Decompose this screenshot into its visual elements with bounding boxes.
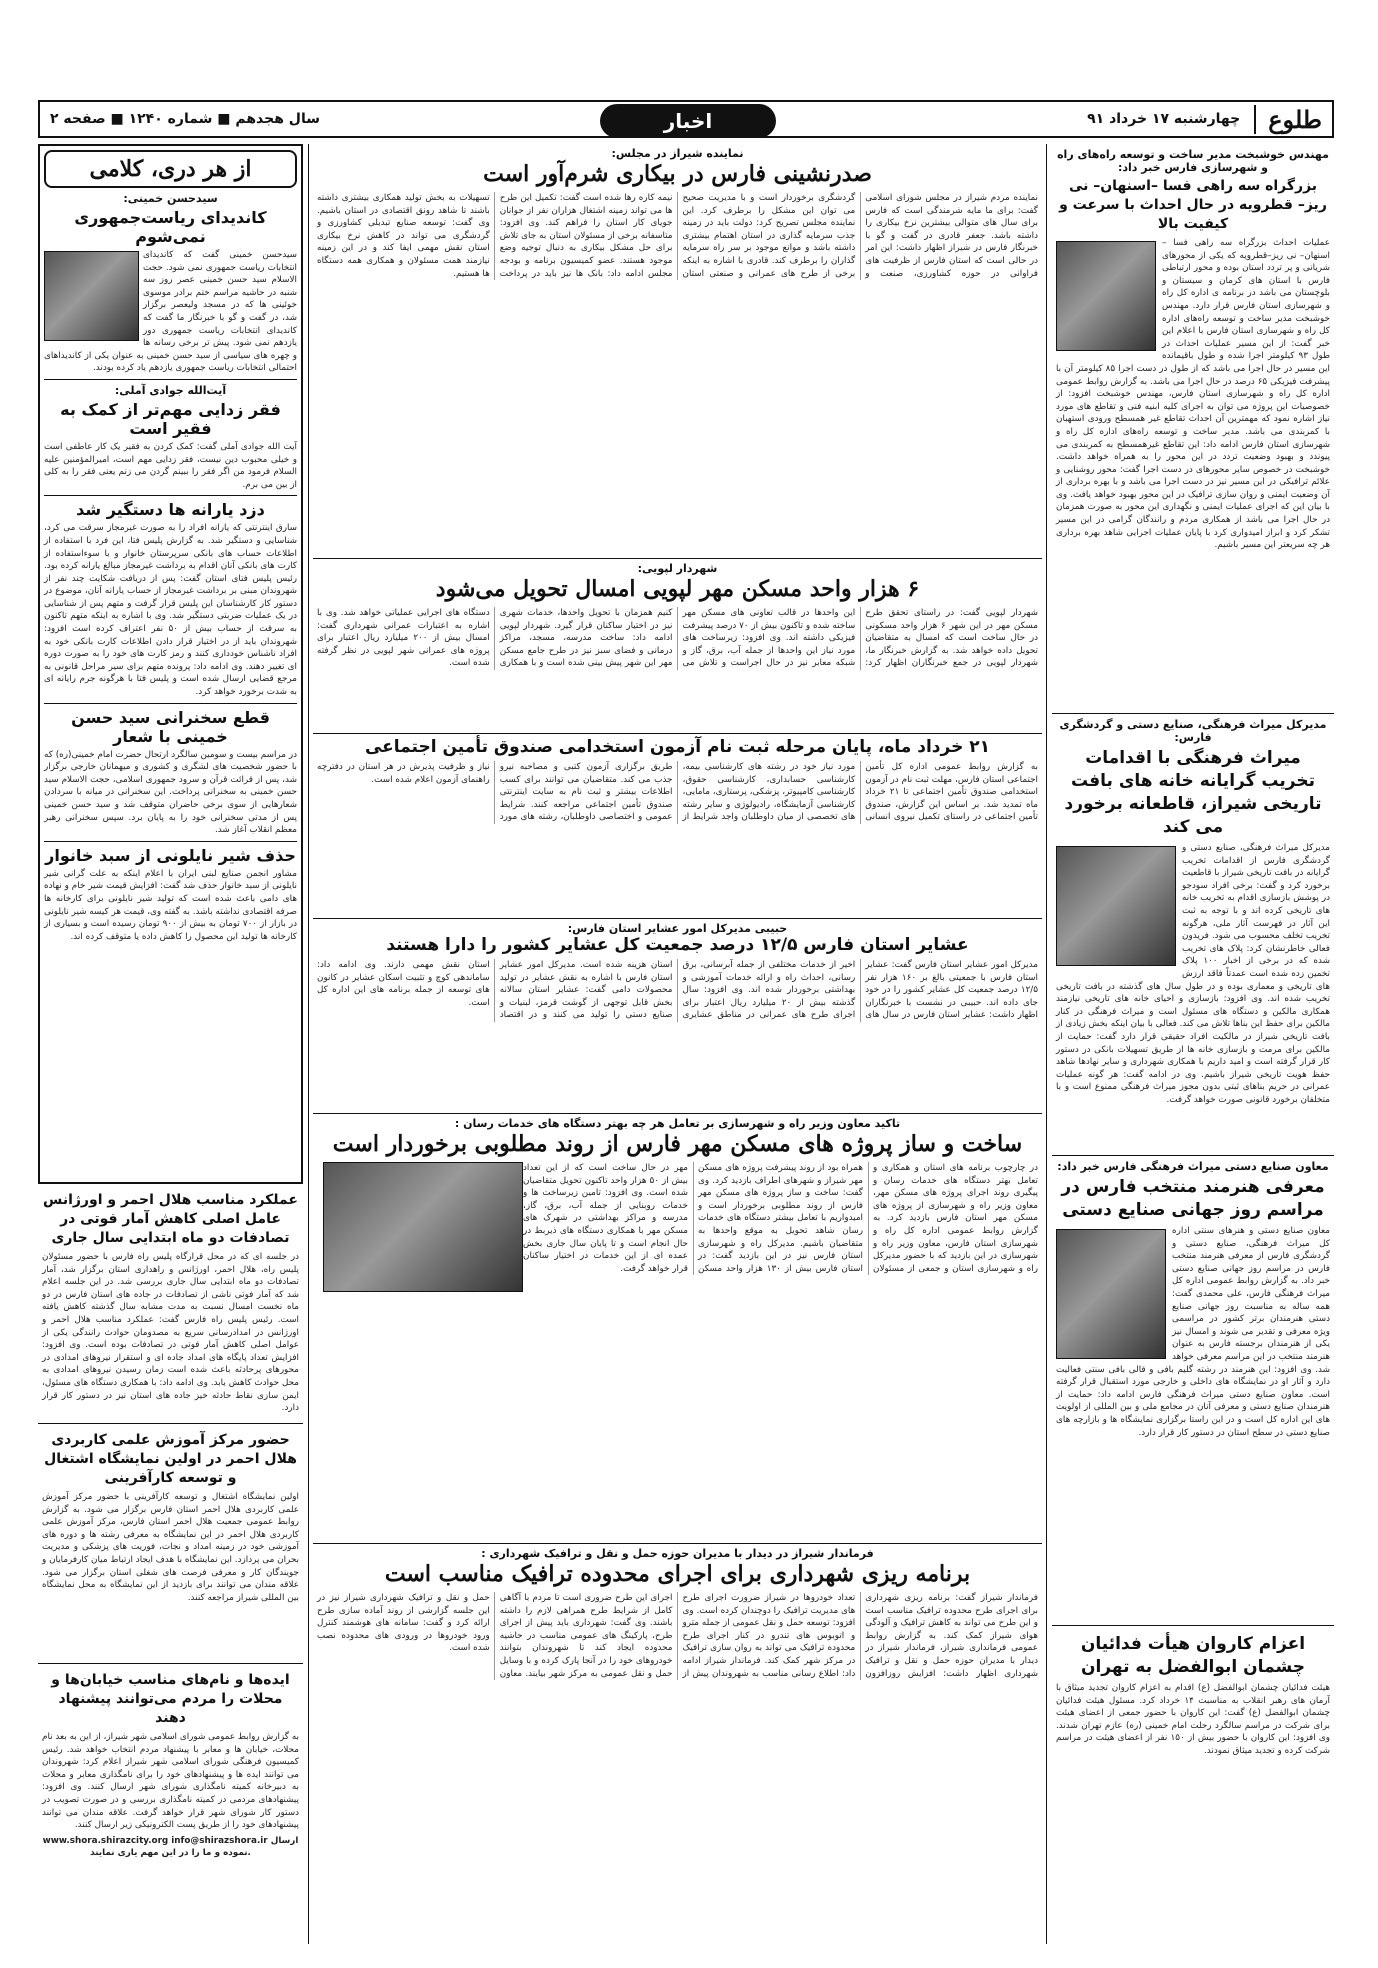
article-traffic	[313, 1544, 1042, 1934]
article-kicker: فرماندار شیراز در دیدار با مدیران حوزه حمل و نقل و ترافیک شهرداری :	[481, 1547, 874, 1560]
article-body: عملیات احداث بزرگراه سه راهی فسا –اسنهان– نی ریز–قطرویه که یکی از محورهای شریانی و پر تردد استان بوده و محور ارتباطی فارس با استان های کرمان و سیستان و بلوچستان می باشد در برنامه ی اداره کل راه و شهرسازی استان فارس قرار دارد. مهندس خوشبخت مدیر ساخت و توسعه راه‌های اداره کل راه و شهرسازی استان فارس با اعلام این خبر گفت: از این مسیر عملیات احداث در طول ۹۳ کیلومتر اجرا شده و طول باقیمانده این مسیر در حال اجرا می باشد که از طول در دست اجرا ۸۵ کیلومتر آن با پیشرفت فیزیکی ۶۵ درصد در حال اجرا می باشد. به گزارش روابط عمومی اداره کل راه و شهرسازی استان فارس، مهندس خوشبخت افزود: از خصوصیات این پروژه می توان به اجرای کلیه ابنیه فنی و تقاطع های مورد نیاز اشاره نمود که مهمترین آن احداث تقاطع غیر همسطح ورودی استهبان با کمربندی می باشد. مدیر ساخت و توسعه راه‌های اداره کل راه و شهرسازی استان فارس ادامه داد: این تقاطع غیرهمسطح به کمربندی می پیوندد و بهبود وضعیت تردد در این محور را به همراه خواهد داشت. خوشبخت در خصوص سایر محورهای در دست اجرا گفت: محور روشنایی و علائم ترافیکی در این مسیر نیز در دست اجرا می باشد و با بهره برداری از آن وضعیت ایمنی و روان سازی ترافیک در این محور بهبود خواهد یافت. وی با بیان این که اجرای عملیات ایمنی و نگهداری این محور به صورت همزمان در حال اجرا می باشد از همکاری مردم و رانندگان گرامی در این مسیر تشکر کرد و ابراز امیدواری کرد با پایان عملیات اجرایی شاهد بهره برداری هر چه سریعتر این مسیر باشیم.	[1056, 238, 1331, 551]
portrait-photo	[1056, 1229, 1166, 1359]
portrait-photo	[44, 251, 139, 341]
page-header	[38, 100, 1334, 138]
article-kicker: حبیبی مدیرکل امور عشایر استان فارس:	[567, 922, 788, 935]
article-kicker: آیت‌الله جوادی آملی:	[114, 383, 227, 397]
article-body: مدیرکل میراث فرهنگی، صنایع دستی و گردشگری فارس از اقدامات تخریب گرایانه در بافت تاریخی شیراز با قاطعیت برخورد کرد و گفت: برخی افراد سودجو در پوشش بازسازی اقدام به تخریب خانه های تاریخی کرده اند و با توجه به ثبت این آثار در فهرست آثار ملی، هرگونه تخریب تخلف محسوب می شود. فریدون فعالی خاطرنشان کرد: پلاک های تخریب شده که در برخی از اخبار ۱۰۰ پلاک تخمین زده شده است عمدتاً فاقد ارزش های تاریخی و معماری بوده و در طول سال های گذشته در بافت تاریخی تخریب شده اند. وی افزود: بازسازی و احیای خانه های تاریخی نیازمند همکاری مالکین و دستگاه های مسئول است و میراث فرهنگی در کنار مالکین برای حفظ این بناها تلاش می کند. فعالی با بیان اینکه بخش زیادی از بافت تاریخی شیراز در مالکیت افراد حقیقی قرار دارد گفت: حمایت از مالکین برای مرمت و بازسازی خانه ها از طریق تسهیلات بانکی در دستور کار قرار گرفته است و امید داریم با همکاری شهرداری و سایر نهادها شاهد حفظ هویت تاریخی شیراز باشیم. وی در ادامه گفت: هر گونه عملیات عمرانی در حریم بناهای ثبتی بدون مجوز میراث فرهنگی ممنوع است و با متخلفان برخورد قانونی صورت خواهد گرفت.	[1056, 843, 1330, 1105]
article-body: به گزارش روابط عمومی اداره کل تأمین اجتماعی استان فارس، مهلت ثبت نام در آزمون استخدامی صندوق تأمین اجتماعی تا ۲۱ خرداد ماه تمدید شد. بر اساس این گزارش، صندوق تأمین اجتماعی در راستای تکمیل نیروی انسانی مورد نیاز خود در رشته های کارشناسی بیمه، کارشناسی حسابداری، کارشناسی حقوق، کارشناسی کامپیوتر، پزشکی، پرستاری، مامایی، کارشناسی آزمایشگاه، رادیولوژی و سایر رشته های تخصصی از میان داوطلبان واجد شرایط از طریق برگزاری آزمون کتبی و مصاحبه نیرو جذب می کند. متقاضیان می توانند برای کسب اطلاعات بیشتر و ثبت نام به سایت اینترنتی صندوق تأمین اجتماعی مراجعه کنند. شرایط عمومی و اختصاصی داوطلبان، رشته های مورد نیاز و ظرفیت پذیرش در هر استان در دفترچه راهنمای آزمون اعلام شده است.	[317, 762, 1038, 823]
article-body: در چارچوب برنامه های استان و همکاری و تعامل بهتر دستگاه های خدمات رسان و پیگیری روند اجرای پروژه های مسکن مهر، معاون وزیر راه و شهرسازی از پروژه های مسکن مهر استان فارس بازدید کرد. به گزارش روابط عمومی اداره کل راه و شهرسازی استان فارس، معاون وزیر راه و شهرسازی در این بازدید که با حضور مدیرکل راه و شهرسازی استان و جمعی از مسئولان همراه بود از روند پیشرفت پروژه های مسکن مهر شیراز و شهرهای اطراف بازدید کرد. وی گفت: ساخت و ساز پروژه های مسکن مهر فارس از روند مطلوبی برخوردار است و امیدواریم با تعامل بیشتر دستگاه های خدمات رسان شاهد تحویل به موقع واحدها به متقاضیان باشیم. مدیرکل راه و شهرسازی استان فارس نیز در این بازدید گفت: در استان فارس بیش از ۱۳۰ هزار واحد مسکن مهر در حال ساخت است که از این تعداد بیش از ۵۰ هزار واحد تاکنون تحویل متقاضیان شده است. وی افزود: تامین زیرساخت ها و خدمات روبنایی از جمله آب، برق، گاز، مدرسه و مراکز بهداشتی در شهرک های مسکن مهر با همکاری دستگاه های ذیربط در حال انجام است و تا پایان سال جاری بخش عمده ای از این خدمات در اختیار ساکنان قرار خواهد گرفت.	[523, 1163, 1038, 1274]
news-roundup-box	[38, 144, 303, 1184]
issue-date: چهارشنبه ۱۷ خرداد ۹۱	[1087, 111, 1241, 127]
portrait-photo	[1056, 846, 1176, 966]
article-social-security	[313, 734, 1042, 919]
article-body: سارق اینترنتی که یارانه افراد را به صورت غیرمجاز سرقت می کرد، شناسایی و دستگیر شد. به گزارش پلیس فتا، این فرد با استفاده از اطلاعات حساب های بانکی سرپرستان خانوار و با سوءاستفاده از کارت های بانکی آنان اقدام به برداشت غیرمجاز مبالغ یارانه کرده بود. رئیس پلیس فتای استان گفت: پس از دریافت شکایت چند نفر از شهروندان مبنی بر برداشت غیرمجاز از حساب یارانه آنان، موضوع در دستور کار کارشناسان این پلیس قرار گرفت و متهم پس از شناسایی در یک عملیات ضربتی دستگیر شد. وی با اشاره به اینکه متهم تاکنون به سرقت از حساب بیش از ۵۰ نفر اعتراف کرده است افزود: شهروندان باید از در اختیار قرار دادن اطلاعات کارت بانکی خود به افراد ناشناس خودداری کنند و رمز کارت های خود را به صورت دوره ای تغییر دهند. وی ادامه داد: پرونده متهم برای سیر مراحل قانونی به مرجع قضایی ارسال شده است و پلیس فتا با هرگونه جرم رایانه ای به شدت برخورد خواهد کرد.	[44, 523, 297, 698]
article-body: در جلسه ای که در محل قرارگاه پلیس راه فارس با حضور مسئولان پلیس راه، هلال احمر، اورژانس و راهداری استان برگزار شد، آمار تصادفات دو ماه ابتدایی سال جاری بررسی شد. در این جلسه اعلام شد که آمار فوتی ناشی از تصادفات در جاده های استان فارس در دو ماه نخست امسال نسبت به مدت مشابه سال گذشته کاهش یافته است. رئیس پلیس راه فارس گفت: عملکرد مناسب هلال احمر و اورژانس در امدادرسانی سریع به مصدومان حوادث رانندگی یکی از عوامل اصلی کاهش آمار فوتی در تصادفات بوده است. وی افزود: افزایش تعداد پایگاه های امداد جاده ای و استقرار نیروهای امدادی در محورهای پرحادثه باعث شده است زمان رسیدن نیروهای امدادی به محل حوادث کاهش یابد. وی ادامه داد: با همکاری دستگاه های مسئول، ایمن سازی نقاط حادثه خیز جاده های استان نیز در دستور کار قرار دارد.	[42, 1252, 299, 1414]
article-kicker: مدیرکل میراث فرهنگی، صنایع دستی و گردشگری فارس:	[1059, 718, 1327, 744]
article-body: معاون صنایع دستی و هنرهای سنتی اداره کل میراث فرهنگی، صنایع دستی و گردشگری فارس از معرفی هنرمند منتخب فارس در مراسم روز جهانی صنایع دستی خبر داد. به گزارش روابط عمومی اداره کل میراث فرهنگی فارس، علی محمدی گفت: همه ساله به مناسبت روز جهانی صنایع دستی هنرمندان برتر کشور در مراسمی ویژه معرفی و تقدیر می شوند و امسال نیز یکی از هنرمندان برجسته فارس به عنوان هنرمند منتخب در این مراسم معرفی خواهد شد. وی افزود: این هنرمند در رشته گلیم بافی و قالی بافی سنتی فعالیت دارد و آثار او در نمایشگاه های داخلی و خارجی مورد استقبال قرار گرفته است. معاون صنایع دستی میراث فرهنگی فارس ادامه داد: حمایت از هنرمندان صنایع دستی و معرفی آنان در مجامع ملی و بین المللی از اولویت های این اداره کل است و در این راستا برگزاری نمایشگاه ها و بازارچه های صنایع دستی در سطح استان در دستور کار قرار دارد.	[1056, 1226, 1330, 1438]
article-title: صدرنشینی فارس در بیکاری شرم‌آور است	[483, 161, 872, 187]
article-body: آیت الله جوادی آملی گفت: کمک کردن به فقیر یک کار عاطفی است و خیلی محبوب دین نیست، فقر زدایی مهم است، امیرالمؤمنین علیه السلام فرمود من اگر فقر را ببینم گردن می زنم یعنی فقر را به کلی از بین می برم.	[44, 441, 297, 490]
article-kicker: شهردار لپویی:	[637, 562, 718, 575]
column-divider	[1046, 144, 1047, 1944]
article-title: حضور مرکز آموزش علمی کاربردی هلال احمر در اولین نمایشگاه اشتغال و توسعه کارآفرینی	[44, 1432, 297, 1486]
article-title: برنامه ریزی شهرداری برای اجرای محدوده ترافیک مناسب است	[384, 1561, 971, 1587]
center-column	[313, 144, 1042, 1934]
article-title: بزرگراه سه راهی فسا –اسنهان– نی ریز– قطرویه در حال احداث با سرعت و کیفیت بالا	[1059, 178, 1327, 232]
article-street-names	[38, 1664, 303, 1934]
article-title: عملکرد مناسب هلال احمر و اورژانس عامل اصلی کاهش آمار فوتی در تصادفات دو ماه ابتدایی سال جاری	[43, 1192, 298, 1246]
section-title: اخبار	[600, 104, 776, 138]
article-body: فرماندار شیراز گفت: برنامه ریزی شهرداری برای اجرای طرح محدوده ترافیک مناسب است و این طرح می تواند به کاهش ترافیک و آلودگی هوای شیراز کمک کند. به گزارش روابط عمومی فرمانداری شیراز، فرماندار شیراز در دیدار با مدیران حوزه حمل و نقل و ترافیک شهرداری اظهار داشت: افزایش روزافزون تعداد خودروها در شیراز ضرورت اجرای طرح های مدیریت ترافیک را دوچندان کرده است. وی افزود: توسعه حمل و نقل عمومی از جمله مترو و اتوبوس های تندرو در کنار اجرای طرح محدوده ترافیک می تواند به روان سازی ترافیک در مرکز شهر کمک کند. فرماندار شیراز ادامه داد: اطلاع رسانی مناسب به شهروندان پیش از اجرای این طرح ضروری است تا مردم با آگاهی کامل از شرایط طرح همراهی لازم را داشته باشند. وی گفت: شهرداری باید پیش از اجرای طرح، پارکینگ های عمومی مناسب در حاشیه محدوده ایجاد کند تا شهروندان بتوانند خودروهای خود را در آنجا پارک کرده و با وسایل حمل و نقل عمومی به مرکز شهر بیایند. معاون حمل و نقل و ترافیک شهرداری شیراز نیز در این جلسه گزارشی از روند آماده سازی طرح ارائه کرد و گفت: سامانه های هوشمند کنترل ورود خودروها در ورودی های محدوده نصب شده است.	[317, 1593, 1038, 1679]
article-title: ۶ هزار واحد مسکن مهر لپویی امسال تحویل می‌شود	[435, 576, 920, 602]
article-training-center	[38, 1424, 303, 1664]
portrait-photo	[1056, 241, 1156, 351]
issue-info: سال هجدهم ■ شماره ۱۲۴۰ ■ صفحه ۲	[50, 111, 320, 127]
article-kicker: معاون صنایع دستی میراث فرهنگی فارس خبر داد:	[1057, 1160, 1329, 1173]
left-column	[38, 144, 303, 1934]
article-red-crescent	[38, 1184, 303, 1424]
article-title: ۲۱ خرداد ماه، پایان مرحله ثبت نام آزمون استخدامی صندوق تأمین اجتماعی	[364, 737, 991, 757]
article-kicker: تاکید معاون وزیر راه و شهرسازی بر تعامل هر چه بهتر دستگاه های خدمات رسان :	[454, 1117, 901, 1130]
article-title: ایده‌ها و نام‌های مناسب خیابان‌ها و محلات را مردم می‌توانند پیشنهاد دهند	[51, 1672, 290, 1726]
article-title: دزد یارانه ها دستگیر شد	[76, 500, 265, 520]
column-divider	[308, 144, 309, 1944]
article-handicraft	[1052, 1156, 1334, 1626]
article-body: سیدحسن خمینی گفت که کاندیدای انتخابات ریاست جمهوری نمی شود. حجت الاسلام سید حسن خمینی عصر روز سه شنبه در حاشیه مراسم ختم برادر موسوی خوئینی ها که در مسجد ولیعصر برگزار شد، در گفت و گو با خبرنگار ما گفت که کاندیدای انتخابات ریاست جمهوری دور یازدهم نمی شود. پیش تر برخی رسانه ها و چهره های سیاسی از سید حسن خمینی به عنوان یکی از کاندیداهای احتمالی انتخابات ریاست جمهوری یازدهم یاد کرده بودند.	[44, 250, 297, 374]
article-housing-lapui	[313, 559, 1042, 734]
article-housing-fars	[313, 1114, 1042, 1544]
article-title: ساخت و ساز پروژه های مسکن مهر فارس از روند مطلوبی برخوردار است	[332, 1131, 1023, 1157]
article-body: مشاور انجمن صنایع لبنی ایران با اعلام اینکه به علت گرانی شیر نایلونی از سبد خانوار حذف شد گفت: افزایش قیمت شیر خام و نهاده های دامی باعث شده است که تولید شیر نایلونی برای کارخانه ها صرفه اقتصادی نداشته باشد. به گفته وی، قیمت هر کیسه شیر نایلونی در بازار از ۷۰۰ تومان به بیش از ۹۰۰ تومان رسیده است و بسیاری از کارخانه ها تولید این محصول را کاهش داده یا متوقف کرده اند.	[44, 868, 297, 942]
article-kicker: نماینده شیراز در مجلس:	[611, 147, 744, 160]
article-caravan	[1052, 1626, 1334, 1926]
article-highway	[1052, 144, 1334, 714]
article-title: کاندیدای ریاست‌جمهوری نمی‌شوم	[74, 208, 267, 246]
article-kicker: سیدحسن خمینی:	[123, 192, 218, 205]
article-heritage	[1052, 714, 1334, 1156]
newspaper-page	[38, 100, 1334, 1945]
masthead-logo: طلوع	[1254, 105, 1322, 134]
article-title: قطع سخنرانی سید حسن خمینی با شعار	[71, 707, 270, 746]
article-body: به گزارش روابط عمومی شورای اسلامی شهر شیراز، از این به بعد نام محلات، خیابان ها و معابر با پیشنهاد مردم انتخاب خواهد شد. رئیس کمیسیون فرهنگی شورای اسلامی شهر شیراز اعلام کرد: شهروندان می توانند ایده ها و پیشنهادهای خود را برای نامگذاری معابر و محلات به دبیرخانه کمیته نامگذاری شورای شهر ارسال کنند. وی افزود: پیشنهادهای مردمی در کمیته نامگذاری بررسی و در صورت تصویب در دستور کار شورای شهر قرار خواهد گرفت. علاقه مندان می توانند پیشنهادهای خود را از طریق پست الکترونیکی زیر ارسال کنند.	[42, 1732, 299, 1831]
article-title: عشایر استان فارس ۱۲/۵ درصد جمعیت کل عشایر کشور را دارا هستند	[386, 935, 969, 955]
article-title: میراث فرهنگی با اقدامات تخریب گرایانه خانه های بافت تاریخی شیراز، قاطعانه برخورد می کند	[1064, 748, 1322, 837]
article-unemployment	[313, 144, 1042, 559]
right-column	[1052, 144, 1334, 1926]
article-title: فقر زدایی مهم‌تر از کمک به فقیر است	[60, 399, 281, 438]
article-nomads	[313, 919, 1042, 1114]
meeting-photo	[323, 1162, 523, 1292]
article-kicker: مهندس خوشبخت مدیر ساخت و توسعه راه‌های راه و شهرسازی فارس خبر داد:	[1057, 148, 1329, 174]
article-title: حذف شیر نایلونی از سبد خانوار	[45, 845, 296, 865]
article-body: اولین نمایشگاه اشتغال و توسعه کارآفرینی با حضور مرکز آموزش علمی کاربردی هلال احمر استان فارس برگزار می شود. به گزارش روابط عمومی جمعیت هلال احمر استان فارس، مرکز آموزش علمی کاربردی هلال احمر در این نمایشگاه به معرفی رشته ها و دوره های آموزشی خود در زمینه امداد و نجات، فوریت های پزشکی و مدیریت بحران می پردازد. این نمایشگاه با هدف ایجاد ارتباط میان کارفرمایان و جویندگان کار و معرفی فرصت های شغلی استان برگزار می شود. علاقه مندان می توانند برای بازدید از این نمایشگاه به محل نمایشگاه بین المللی شیراز مراجعه کنند.	[42, 1492, 299, 1603]
article-body: هیئت فدائیان چشمان ابوالفضل (ع) اقدام به اعزام کاروان تجدید میثاق با آرمان های رهبر انقلاب به مناسبت ۱۴ خرداد کرد. مسئول هیئت فدائیان چشمان ابوالفضل (ع) گفت: این کاروان با حضور جمعی از اعضای هیئت برای شرکت در مراسم سالگرد رحلت امام خمینی (ره) عازم تهران شدند. وی افزود: این کاروان با حضور بیش از ۱۵۰ نفر از اعضای هیئت در مراسم شرکت کرده و تجدید میثاق نمودند.	[1056, 1683, 1331, 1756]
article-body: مدیرکل امور عشایر استان فارس گفت: عشایر استان فارس با جمعیتی بالغ بر ۱۶۰ هزار نفر ۱۲/۵ درصد جمعیت کل عشایر کشور را در خود جای داده اند. حبیبی در نشست با خبرنگاران اظهار داشت: عشایر استان فارس در سال های اخیر از خدمات مختلفی از جمله آبرسانی، برق رسانی، احداث راه و ارائه خدمات آموزشی و بهداشتی برخوردار شده اند. وی افزود: سال گذشته بیش از ۲۰ میلیارد ریال اعتبار برای اجرای طرح های عمرانی در مناطق عشایری استان هزینه شده است. مدیرکل امور عشایر استان فارس با اشاره به نقش عشایر در تولید محصولات دامی گفت: عشایر استان سالانه بخش قابل توجهی از گوشت قرمز، لبنیات و صنایع دستی را تولید می کنند و در اقتصاد استان نقش مهمی دارند. وی ادامه داد: ساماندهی کوچ و تثبیت اسکان عشایر در کانون های توسعه از جمله برنامه های این اداره کل است.	[317, 960, 1038, 1021]
article-body: شهردار لپویی گفت: در راستای تحقق طرح مسکن مهر در این شهر ۶ هزار واحد مسکونی در حال ساخت است که امسال به متقاضیان تحویل داده خواهد شد. به گزارش خبرنگار ما، شهردار لپویی در جمع خبرنگاران اظهار کرد: این واحدها در قالب تعاونی های مسکن مهر ساخته شده و تاکنون بیش از ۷۰ درصد پیشرفت فیزیکی داشته اند. وی افزود: زیرساخت های مورد نیاز این واحدها از جمله آب، برق، گاز و شبکه معابر نیز در حال اجراست و تلاش می کنیم همزمان با تحویل واحدها، خدمات شهری نیز در اختیار ساکنان قرار گیرد. شهردار لپویی ادامه داد: ساخت مدرسه، مسجد، مراکز درمانی و فضای سبز نیز در طرح جامع مسکن مهر این شهر پیش بینی شده است و با همکاری دستگاه های اجرایی عملیاتی خواهد شد. وی با اشاره به اعتبارات عمرانی شهرداری گفت: امسال بیش از ۲۰۰ میلیارد ریال اعتبار برای پروژه های عمرانی شهر لپویی در نظر گرفته شده است.	[317, 608, 1038, 669]
roundup-banner: از هر دری، کلامی	[44, 150, 297, 188]
article-title: اعزام کاروان هیأت فدائیان چشمان ابوالفضل به تهران	[1080, 1634, 1306, 1677]
contact-links[interactable]: www.shora.shirazcity.org info@shirazshora.ir ارسال نموده و ما را در این مهم یاری نمایند.	[42, 1835, 299, 1859]
article-body: نماینده مردم شیراز در مجلس شورای اسلامی گفت: برای ما مایه شرمندگی است که فارس برای سال های متوالی بیشترین نرخ بیکاری را داشته باشد. جعفر قادری در گفت و گو با خبرنگار فارس در شیراز اظهار داشت: این امر در حالی است که استان فارس از ظرفیت های فراوانی در حوزه کشاورزی، صنعت و گردشگری برخوردار است و با مدیریت صحیح می توان این مشکل را برطرف کرد. این نماینده مجلس تصریح کرد: دولت باید در زمینه جذب سرمایه گذاری در استان اهتمام بیشتری داشته باشد و موانع موجود بر سر راه سرمایه گذاران را برطرف کند. قادری با اشاره به اینکه برخی از طرح های عمرانی و صنعتی استان نیمه کاره رها شده است گفت: تکمیل این طرح ها می تواند زمینه اشتغال هزاران نفر از جوانان جویای کار استان را فراهم کند. وی افزود: متاسفانه برخی از مسئولان استان به جای تلاش برای حل مشکل بیکاری به دنبال توجیه وضع موجود هستند. عضو کمیسیون برنامه و بودجه مجلس ادامه داد: بانک ها نیز باید در پرداخت تسهیلات به بخش تولید همکاری بیشتری داشته باشند تا شاهد رونق اقتصادی در استان باشیم. وی گفت: توسعه صنایع تبدیلی کشاورزی و گردشگری می تواند در کاهش نرخ بیکاری استان نقش مهمی ایفا کند و در این زمینه نیازمند همت مسئولان و همکاری همه دستگاه ها هستیم.	[317, 193, 1038, 279]
article-body: در مراسم بیست و سومین سالگرد ارتحال حضرت امام خمینی(ره) که با حضور شخصیت های لشگری و کشوری و میهمانان خارجی برگزار شد، پس از قرائت قرآن و سرود جمهوری اسلامی، حجت الاسلام سید حسن خمینی به سخنرانی پرداخت. این سخنرانی در میانه با سردادن شعارهایی از سوی برخی حاضران متوقف شد و سید حسن خمینی پس از مدتی سخنرانی خود را به پایان برد. سپس سخنرانی رهبر معظم انقلاب آغاز شد.	[44, 749, 297, 836]
article-title: معرفی هنرمند منتخب فارس در مراسم روز جهانی صنایع دستی	[1061, 1177, 1325, 1220]
